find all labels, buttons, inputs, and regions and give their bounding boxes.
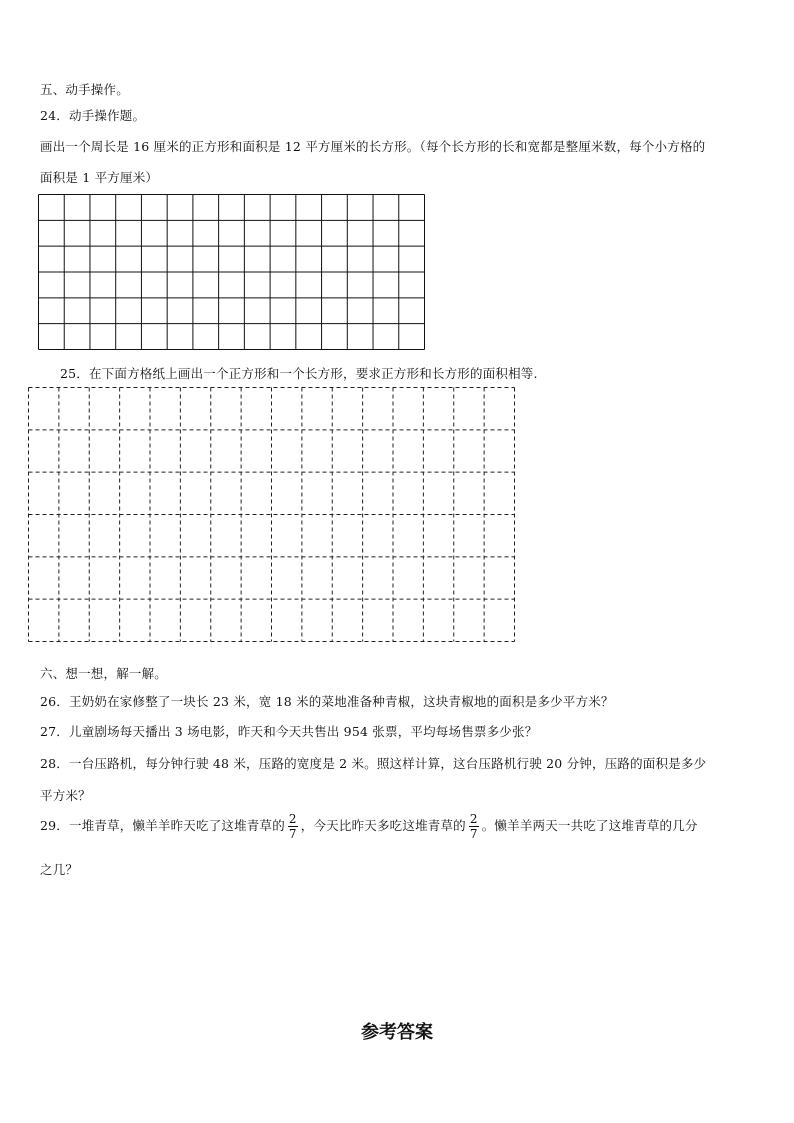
fraction-denominator: 7	[288, 827, 297, 841]
fraction-2-7-b	[469, 812, 479, 841]
question-29-text-line2: 之几？	[40, 862, 79, 877]
question-24-text-line1: 画出一个周长是 16 厘米的正方形和面积是 12 平方厘米的长方形。（每个长方形的长和宽都是整厘米数，每个小方格的	[40, 139, 706, 154]
section-5-title: 五、动手操作。	[40, 82, 129, 97]
question-24-text-line2: 面积是 1 平方厘米）	[40, 170, 159, 185]
section-6-title: 六、想一想，解一解。	[40, 666, 168, 681]
fraction-2-7-a	[288, 812, 298, 841]
grid-25-dashed	[28, 387, 516, 643]
question-29-part1: 29．一堆青草，懒羊羊昨天吃了这堆青草的	[40, 818, 285, 833]
fraction-numerator: 2	[469, 812, 478, 826]
answer-title: 参考答案	[361, 1022, 433, 1043]
fraction-denominator: 7	[469, 827, 478, 841]
question-26-text: 26．王奶奶在家修整了一块长 23 米，宽 18 米的菜地准备种青椒，这块青椒地的面积是多少平方米？	[40, 694, 614, 709]
question-24-title: 24．动手操作题。	[40, 108, 146, 123]
question-29-part2: ，今天比昨天多吃这堆青草的	[300, 818, 466, 833]
question-29-part3: 。懒羊羊两天一共吃了这堆青草的几分	[481, 818, 698, 833]
question-25-text: 25．在下面方格纸上画出一个正方形和一个长方形，要求正方形和长方形的面积相等.	[60, 366, 538, 381]
fraction-numerator: 2	[288, 812, 297, 826]
question-29-line1	[40, 812, 698, 841]
question-28-text-line1: 28．一台压路机，每分钟行驶 48 米，压路的宽度是 2 米。照这样计算，这台压路机行驶 20 分钟，压路的面积是多少	[40, 756, 707, 771]
question-28-text-line2: 平方米？	[40, 788, 91, 803]
grid-24-solid	[38, 194, 426, 350]
question-27-text: 27．儿童剧场每天播出 3 场电影，昨天和今天共售出 954 张票，平均每场售票多少张？	[40, 724, 538, 739]
